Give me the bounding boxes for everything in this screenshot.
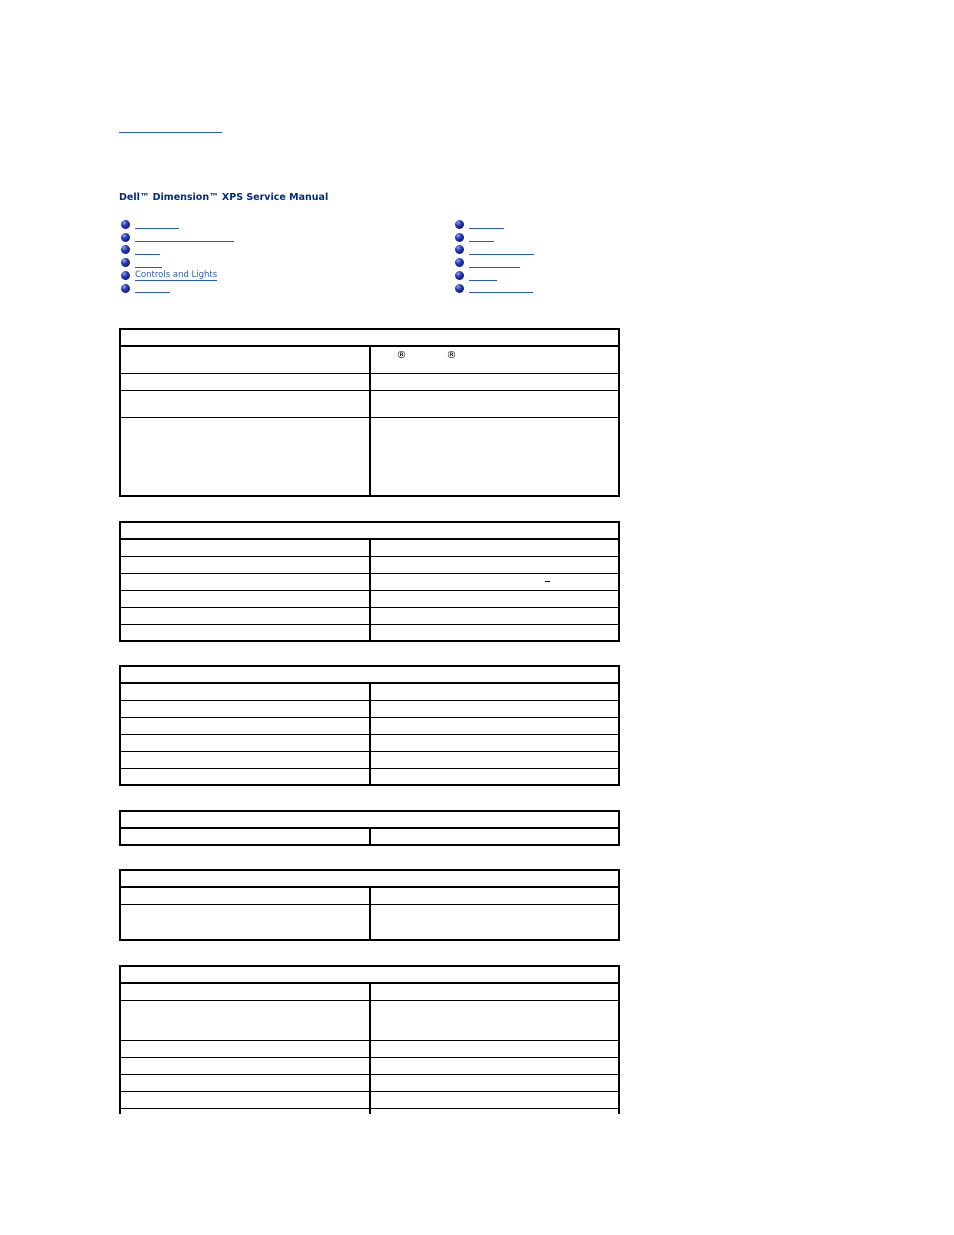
spec-table-memory [119,521,620,642]
spec-value-cell [370,539,620,556]
spec-value-cell [370,417,620,496]
spec-value-cell [370,346,620,373]
nav-link[interactable] [135,219,179,229]
spec-value-cell [370,607,620,624]
spec-value-cell [370,683,620,700]
spec-label-cell [120,887,370,904]
nav-item[interactable] [455,218,534,231]
table-header [120,522,619,539]
spec-value-cell [370,390,620,417]
nav-link[interactable] [469,271,497,281]
spec-table-expansion-bus-clip [119,965,620,1114]
nav-item[interactable] [455,282,534,295]
bullet-icon [121,220,130,229]
spec-label-cell [120,556,370,573]
nav-list-left [121,218,234,295]
nav-link[interactable] [469,232,494,242]
registered-mark: ® [396,350,407,361]
table-header [120,329,619,346]
nav-item[interactable] [455,231,534,244]
table-header [120,811,619,828]
nav-item[interactable] [121,231,234,244]
table-header [120,870,619,887]
nav-item[interactable] [121,218,234,231]
spec-label-cell [120,734,370,751]
spec-value-cell [370,373,620,390]
spec-label-cell [120,390,370,417]
nav-link[interactable] [469,245,534,255]
spec-value-cell [370,1040,620,1057]
spec-value-cell [370,751,620,768]
bullet-icon [455,245,464,254]
bullet-icon [121,233,130,242]
spec-table-computer-information [119,665,620,786]
spec-value-cell [370,1074,620,1091]
nav-item[interactable] [121,244,234,257]
nav-list-right [455,218,534,295]
spec-value-cell [370,717,620,734]
nav-link-controls-and-lights[interactable]: Controls and Lights [135,270,218,281]
spec-value-cell [370,556,620,573]
spec-label-cell [120,607,370,624]
spec-label-cell [120,1000,370,1040]
back-to-contents-link[interactable] [119,121,222,133]
spec-label-cell [120,1057,370,1074]
spec-table-audio [119,869,620,941]
nav-link[interactable] [135,258,162,268]
spec-table-expansion-bus [119,965,620,1114]
spec-value-cell [370,1057,620,1074]
nav-link[interactable] [469,283,533,293]
spec-value-cell [370,904,620,940]
spec-label-cell [120,539,370,556]
nav-item[interactable] [121,269,234,282]
table-header [120,966,619,983]
bullet-icon [121,271,130,280]
spec-label-cell [120,700,370,717]
table-header [120,666,619,683]
spec-value-cell [370,768,620,785]
bullet-icon [455,284,464,293]
spec-value-cell [370,1091,620,1108]
bullet-icon [455,271,464,280]
nav-item[interactable] [455,269,534,282]
bullet-icon [455,258,464,267]
spec-label-cell [120,346,370,373]
footnote-marker [545,580,550,582]
spec-label-cell [120,828,370,845]
nav-item[interactable] [455,256,534,269]
nav-link[interactable] [469,258,520,268]
page-title: Dell™ Dimension™ XPS Service Manual [119,192,329,203]
spec-label-cell [120,683,370,700]
spec-value-cell [370,590,620,607]
bullet-icon [121,284,130,293]
bullet-icon [121,258,130,267]
spec-value-cell [370,700,620,717]
spec-label-cell [120,590,370,607]
nav-item[interactable] [121,282,234,295]
nav-link[interactable] [469,219,504,229]
spec-table-video [119,810,620,846]
spec-value-cell [370,1000,620,1040]
bullet-icon [121,245,130,254]
spec-label-cell [120,768,370,785]
spec-value-cell [370,983,620,1000]
bullet-icon [455,220,464,229]
spec-label-cell [120,417,370,496]
spec-label-cell [120,1091,370,1108]
nav-link[interactable] [135,283,170,293]
spec-label-cell [120,1040,370,1057]
bullet-icon [455,233,464,242]
nav-link[interactable] [135,245,160,255]
spec-value-cell [370,734,620,751]
registered-mark: ® [446,350,457,361]
spec-label-cell [120,1074,370,1091]
spec-label-cell [120,904,370,940]
spec-label-cell [120,751,370,768]
spec-value-cell [370,828,620,845]
spec-label-cell [120,573,370,590]
nav-link[interactable] [135,232,234,242]
spec-label-cell [120,373,370,390]
spec-label-cell [120,983,370,1000]
spec-value-cell [370,1108,620,1114]
spec-table-processor [119,328,620,497]
spec-label-cell [120,624,370,641]
nav-item[interactable] [455,244,534,257]
spec-label-cell [120,717,370,734]
spec-value-cell [370,887,620,904]
spec-label-cell [120,1108,370,1114]
nav-item[interactable] [121,256,234,269]
spec-value-cell [370,624,620,641]
spec-value-cell [370,573,620,590]
